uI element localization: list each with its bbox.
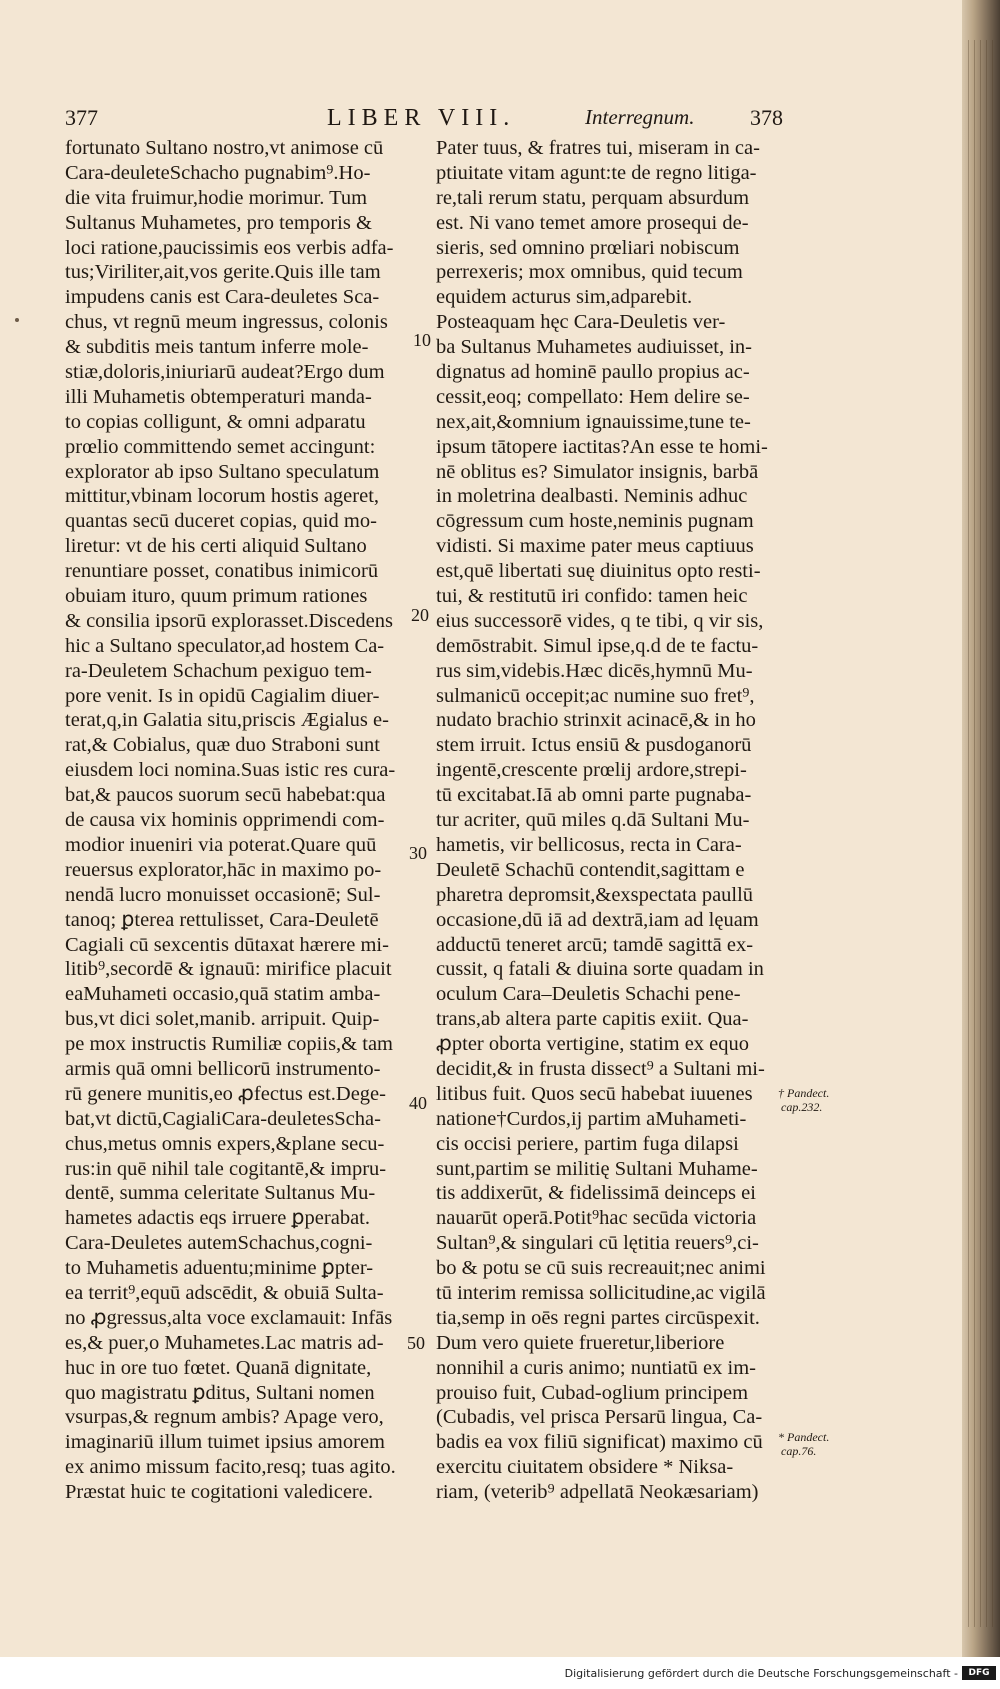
text-line: tui, & restitutū iri confido: tamen heic [436, 585, 748, 608]
text-line: rus sim,videbis.Hæc dicēs,hymnū Mu- [436, 659, 753, 682]
text-line: terat,q,in Galatia situ,priscis Ægialus e- [65, 709, 389, 732]
text-line: chus, vt regnū meum ingressus, colonis [65, 311, 388, 334]
line-number-30: 30 [409, 843, 427, 863]
text-line: Cara-deuleteSchacho pugnabim⁹.Ho- [65, 161, 371, 184]
text-line: oculum Cara–Deuletis Schachi pene- [436, 983, 741, 1006]
text-line: badis ea vox filiū significat) maximo cū [436, 1431, 763, 1454]
text-line: to Muhametis aduentu;minime ꝑpter- [65, 1257, 374, 1280]
text-line: explorator ab ipso Sultano speculatum [65, 460, 380, 483]
text-line: dignatus ad hominē paullo propius ac- [436, 361, 750, 384]
text-line: prœlio committendo semet accingunt: [65, 435, 376, 458]
book-title: LIBER VIII. [327, 105, 516, 131]
text-line: fortunato Sultano nostro,vt animose cū [65, 137, 384, 159]
text-line: occasione,dū iā ad dextrā,iam ad lęuam [436, 908, 759, 931]
text-line: tū interim remissa sollicitudine,ac vigilā [436, 1281, 766, 1304]
line-number-50: 50 [407, 1333, 425, 1353]
text-line: de causa vix hominis opprimendi com- [65, 809, 385, 832]
page-number-right: 378 [750, 105, 783, 130]
right-text-column [436, 136, 781, 1505]
text-line: mittitur,vbinam locorum hostis ageret, [65, 485, 380, 508]
text-line: demōstrabit. Simul ipse,q.d de te factu- [436, 634, 759, 657]
text-line: decidit,& in frusta dissect⁹ a Sultani mi- [436, 1057, 765, 1080]
page-number-left: 377 [65, 105, 98, 130]
text-line: perrexeris; mox omnibus, quid tecum [436, 261, 743, 284]
text-line: nē oblitus es? Simulator insignis, barbā [436, 460, 759, 483]
text-line: tus;Viriliter,ait,vos gerite.Quis ille tam [65, 261, 381, 284]
line-number-40: 40 [409, 1093, 427, 1113]
text-line: chus,metus omnis expers,&plane secu- [65, 1132, 385, 1155]
text-line: hametes adactis eqs irruere ꝑperabat. [65, 1207, 370, 1230]
text-line: adductū teneret arcū; tamdē sagittā ex- [436, 933, 754, 956]
text-line: bus,vt dici solet,manib. arripuit. Quip- [65, 1008, 380, 1031]
text-line: nendā lucro monuisset occasionē; Sul- [65, 883, 381, 906]
text-line: Pater tuus, & fratres tui, miseram in ca- [436, 137, 760, 159]
text-line: ꝓpter oborta vertigine, statim ex equo [436, 1033, 750, 1056]
text-line: riam, (veterib⁹ adpellatā Neokæsariam) [436, 1481, 759, 1504]
text-line: ea territ⁹,equū adscēdit, & obuiā Sulta- [65, 1281, 384, 1304]
text-line: & consilia ipsorū explorasset.Discedens [65, 609, 393, 632]
text-line: ba Sultanus Muhametes audiuisset, in- [436, 336, 752, 359]
text-line: est,quē libertati suę diuinitus opto resti- [436, 560, 761, 583]
text-line: Posteaquam hęc Cara-Deuletis ver- [436, 311, 726, 334]
text-line: ex animo missum facito,resq; tuas agito. [65, 1456, 396, 1479]
book-page-edge [962, 0, 1000, 1657]
text-line: (Cubadis, vel prisca Persarū lingua, Ca- [436, 1406, 763, 1429]
text-line: bat,& paucos suorum secū habebat:qua [65, 784, 386, 807]
running-header [65, 105, 785, 139]
text-line: cessit,eoq; compellato: Hem delire se- [436, 385, 750, 408]
text-line: prouiso fuit, Cubad-oglium principem [436, 1381, 749, 1404]
text-line: trans,ab altera parte capitis exiit. Qua- [436, 1008, 749, 1031]
text-line: rus:in quē nihil tale cogitantē,& impru- [65, 1157, 387, 1180]
text-line: re,tali rerum statu, perquam absurdum [436, 186, 750, 209]
text-line: quo magistratu ꝑditus, Sultani nomen [65, 1381, 375, 1404]
text-line: no ꝓgressus,alta voce exclamauit: Infās [65, 1306, 393, 1329]
text-line: to copias colligunt, & omni adparatu [65, 410, 366, 433]
text-line: est. Ni vano temet amore prosequi de- [436, 211, 749, 234]
text-line: tū excitabat.Iā ab omni parte pugnaba- [436, 784, 752, 807]
text-line: pe mox instructis Rumiliæ copiis,& tam [65, 1033, 393, 1056]
text-line: ipsum tātopere iactitas?An esse te homi- [436, 435, 768, 458]
text-line: dentē, summa celeritate Sultanus Mu- [65, 1182, 376, 1205]
text-line: loci ratione,paucissimis eos verbis adfa- [65, 236, 394, 259]
text-line: Dum vero quiete frueretur,liberiore [436, 1331, 725, 1354]
text-line: tur acriter, quū miles q.dā Sultani Mu- [436, 809, 750, 832]
text-line: eiusdem loci nomina.Suas istic res cura- [65, 759, 396, 782]
text-line: Cara-Deuletes autemSchachus,cogni- [65, 1232, 373, 1255]
footer-bar [0, 1657, 1000, 1689]
margin-note-pandect-76: * Pandect. cap.76. [778, 1430, 830, 1458]
section-title: Interregnum. [585, 105, 695, 129]
left-text-column [65, 136, 410, 1505]
text-line: die vita fruimur,hodie morimur. Tum [65, 186, 368, 209]
text-line: rat,& Cobialus, quæ duo Straboni sunt [65, 734, 380, 757]
text-line: tanoq; ꝑterea rettulisset, Cara-Deuletē [65, 908, 379, 931]
text-line: bat,vt dictū,CagialiCara-deuletesScha- [65, 1107, 381, 1130]
text-line: in moletrina dealbasti. Neminis adhuc [436, 485, 748, 508]
text-line: es,& puer,o Muhametes.Lac matris ad- [65, 1331, 384, 1354]
text-line: rū genere munitis,eo ꝓfectus est.Dege- [65, 1082, 386, 1105]
line-number-10: 10 [413, 330, 431, 350]
text-line: nonnihil a curis animo; nuntiatū ex im- [436, 1356, 756, 1379]
text-line: pharetra depromsit,&exspectata paullū [436, 883, 754, 906]
text-line: cis occisi periere, partim fuga dilapsi [436, 1132, 739, 1155]
text-line: imaginariū illum tuimet ipsius amorem [65, 1431, 385, 1454]
text-line: pore venit. Is in opidū Cagialim diuer- [65, 684, 380, 707]
text-line: liretur: vt de his certi aliquid Sultano [65, 535, 367, 558]
text-line: modior inueniri via poterat.Quare quū [65, 833, 377, 856]
text-line: reuersus explorator,hāc in maximo po- [65, 858, 382, 881]
text-line: ra-Deuletem Schachum pexiguo tem- [65, 659, 372, 682]
text-line: ingentē,crescente prœlij ardore,strepi- [436, 759, 747, 782]
text-line: natione†Curdos,ij partim aMuhameti- [436, 1107, 747, 1130]
text-line: bo & potu se cū suis recreauit;nec animi [436, 1257, 766, 1280]
text-line: Deuletē Schachū contendit,sagittam e [436, 858, 745, 881]
text-line: nauarūt operā.Potit⁹hac secūda victoria [436, 1207, 757, 1230]
text-line: vsurpas,& regnum ambis? Apage vero, [65, 1406, 384, 1429]
text-line: eius successorē vides, q te tibi, q vir sis, [436, 609, 764, 632]
text-line: obuiam ituro, quum primum rationes [65, 585, 368, 608]
text-line: exercitu ciuitatem obsidere * Niksa- [436, 1456, 734, 1479]
text-line: illi Muhametis obtemperaturi manda- [65, 385, 372, 408]
text-line: impudens canis est Cara-deuletes Sca- [65, 286, 380, 309]
text-line: sunt,partim se militię Sultani Muhame- [436, 1157, 758, 1180]
text-line: cussit, q fatali & diuina sorte quadam in [436, 958, 764, 981]
text-line: Cagiali cū sexcentis dūtaxat hærere mi- [65, 933, 389, 956]
text-line: sieris, sed omnino prœliari nobiscum [436, 236, 740, 259]
text-line: Sultan⁹,& singulari cū lętitia reuers⁹,ci- [436, 1232, 759, 1255]
text-line: renuntiare posset, conatibus inimicorū [65, 560, 379, 583]
funding-credit: Digitalisierung gefördert durch die Deutsche Forschungsgemeinschaft - [564, 1667, 958, 1680]
text-line: equidem acturus sim,adparebit. [436, 286, 693, 309]
text-line: hic a Sultano speculator,ad hostem Ca- [65, 634, 385, 657]
text-line: litibus fuit. Quos secū habebat iuuenes [436, 1082, 753, 1105]
paper-speck [15, 318, 19, 322]
line-number-20: 20 [411, 605, 429, 625]
text-line: vidisti. Si maxime pater meus captiuus [436, 535, 754, 558]
text-line: sulmanicū occepit;ac numine suo fret⁹, [436, 684, 755, 707]
text-line: huc in ore tuo fœtet. Quanā dignitate, [65, 1356, 372, 1379]
text-line: tis addixerūt, & fidelissimā deinceps ei [436, 1182, 756, 1205]
text-line: stiæ,doloris,iniuriarū audeat?Ergo dum [65, 361, 385, 384]
text-line: Præstat huic te cogitationi valedicere. [65, 1481, 373, 1504]
text-line: quantas secū duceret copias, quid mo- [65, 510, 377, 533]
text-line: litib⁹,secordē & ignauū: mirifice placuit [65, 958, 392, 981]
text-line: cōgressum cum hoste,neminis pugnam [436, 510, 754, 533]
text-line: armis quā omni bellicorū instrumento- [65, 1057, 381, 1080]
text-line: tia,semp in oēs regni partes circūspexit. [436, 1306, 760, 1329]
text-line: & subditis meis tantum inferre mole- [65, 336, 369, 359]
text-line: Sultanus Muhametes, pro temporis & [65, 211, 372, 234]
text-line: ptiuitate vitam agunt:te de regno litiga- [436, 161, 757, 184]
text-line: stem irruit. Ictus ensiū & pusdoganorū [436, 734, 752, 757]
dfg-logo: DFG [962, 1666, 996, 1680]
text-line: nudato brachio strinxit acinacē,& in ho [436, 709, 756, 732]
text-line: nex,ait,&omnium ignauissime,tune te- [436, 410, 751, 433]
text-line: eaMuhameti occasio,quā statim amba- [65, 983, 381, 1006]
margin-note-pandect-232: † Pandect. cap.232. [778, 1086, 830, 1114]
text-line: hametis, vir bellicosus, recta in Cara- [436, 833, 742, 856]
